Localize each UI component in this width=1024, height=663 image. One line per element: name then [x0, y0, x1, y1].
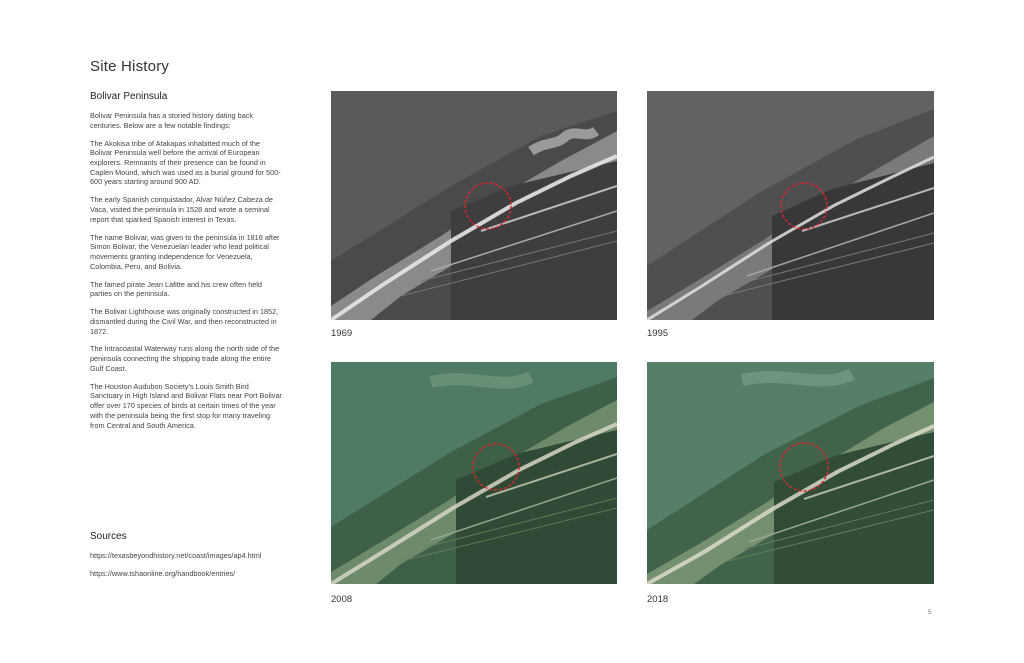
photo-caption: 1995 — [647, 328, 669, 339]
source-link[interactable]: https://texasbeyondhistory.net/coast/images/ap4.html — [90, 551, 262, 560]
paragraph: The name Bolivar, was given to the peninsula in 1816 after Simon Bolivar, the Venezuelan leader who lead political movements granting independence for Venezuela, Colombia, Peru, and Bolivia. — [90, 232, 280, 271]
paragraph: The early Spanish conquistador, Alvar Núñez Cabeza de Vaca, visited the peninsula in 1528 and wrote a seminal report that sparked Spanish interest in Texas. — [90, 195, 273, 224]
photo-caption: 2008 — [331, 594, 353, 605]
section-subtitle: Bolivar Peninsula — [90, 91, 168, 102]
paragraph: The Bolivar Lighthouse was originally constructed in 1852, dismantled during the Civil War, and then reconstructed in 1872. — [90, 307, 279, 336]
aerial-photo-1969 — [331, 91, 617, 320]
paragraph: The famed pirate Jean Lafitte and his crew often held parties on the peninsula. — [90, 279, 262, 299]
aerial-photo-2018 — [647, 362, 934, 584]
page-number: 5 — [928, 610, 932, 616]
sources-heading: Sources — [90, 531, 127, 542]
source-link[interactable]: https://www.tshaonline.org/handbook/entries/ — [90, 568, 236, 578]
sources-list — [90, 551, 282, 587]
photo-caption: 2018 — [647, 594, 669, 605]
page-title: Site History — [90, 58, 170, 75]
photo-caption: 1969 — [331, 328, 353, 339]
paragraph: The Akokisa tribe of Atakapas inhabitted much of the Bolivar Peninsula well before the arrival of European explorers. Remnants of their presence can be found in Caplen Mound, which was used as a burial ground for 500-600 years starting around 900 AD. — [90, 138, 281, 187]
aerial-photo-1995 — [647, 91, 934, 320]
history-text — [90, 111, 282, 438]
aerial-photo-2008 — [331, 362, 617, 584]
paragraph: The Houston Audubon Society's Louis Smith Bird Sanctuary in High Island and Bolivar Flats near Port Bolivar offer over 170 species of birds at certain times of the year with the peninsula being the first stop for many traveling from Central and South America. — [90, 381, 282, 430]
paragraph: The Intracoastal Waterway runs along the north side of the peninsula connecting the shipping trade along the entire Gulf Coast. — [90, 344, 280, 373]
paragraph: Bolivar Peninsula has a storied history dating back centuries. Below are a few notable findings: — [90, 111, 254, 130]
